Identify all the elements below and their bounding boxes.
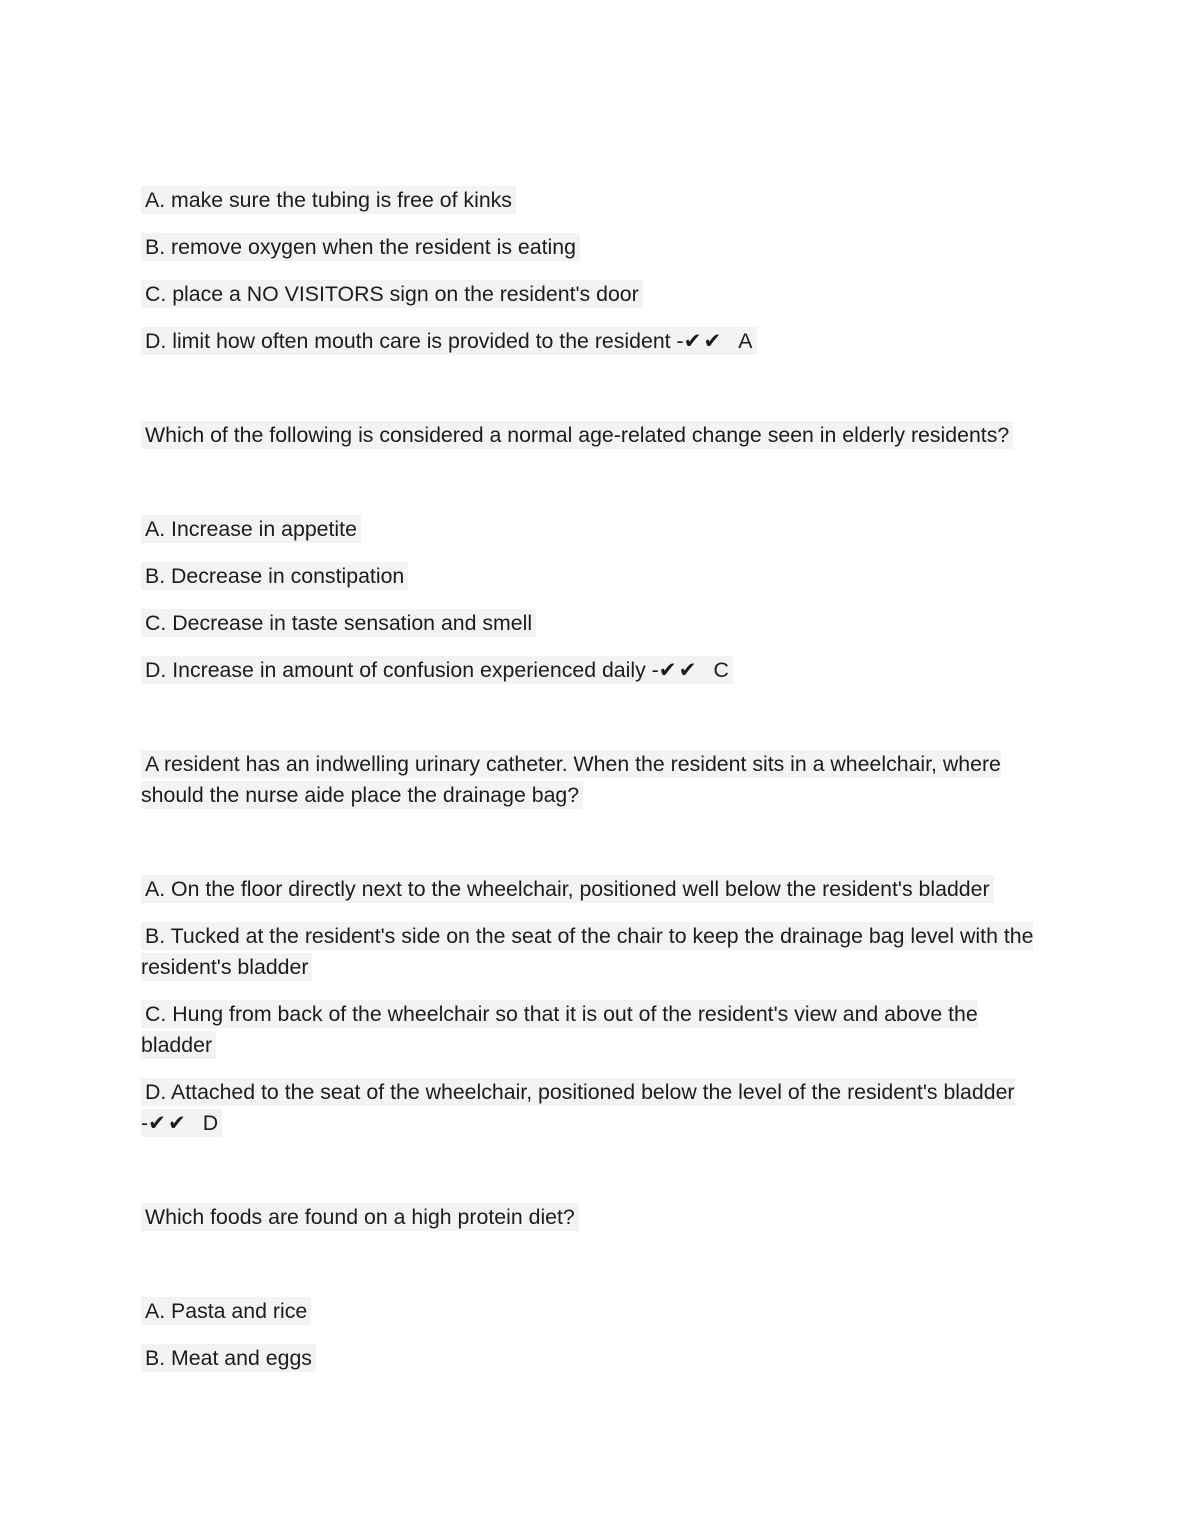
highlighted-text: D. Increase in amount of confusion experienced daily -✔✔ C — [141, 656, 733, 684]
answer-option — [141, 921, 1041, 983]
correct-answer-letter: C — [713, 658, 729, 682]
correct-answer-letter: A — [738, 329, 753, 353]
paragraph-spacer — [141, 702, 1041, 733]
highlighted-text: C. place a NO VISITORS sign on the resident's door — [141, 280, 643, 308]
answer-option — [141, 326, 1041, 357]
correct-answer-letter: D — [202, 1111, 219, 1135]
highlighted-text: B. Decrease in constipation — [141, 562, 408, 590]
highlighted-text: C. Decrease in taste sensation and smell — [141, 609, 536, 637]
answer-option — [141, 185, 1041, 216]
highlighted-text: B. remove oxygen when the resident is eating — [141, 233, 580, 261]
highlighted-text: B. Tucked at the resident's side on the seat of the chair to keep the drainage bag level with the resident's bladder — [141, 924, 1034, 979]
highlighted-text: Which foods are found on a high protein diet? — [141, 1203, 579, 1231]
highlighted-text: A. make sure the tubing is free of kinks — [141, 186, 516, 214]
highlighted-text: D. Attached to the seat of the wheelchair, positioned below the level of the resident's bladder -✔✔ D — [141, 1080, 1015, 1136]
highlighted-text: C. Hung from back of the wheelchair so that it is out of the resident's view and above the bladder — [141, 1002, 978, 1057]
answer-option — [141, 232, 1041, 263]
answer-option — [141, 1343, 1041, 1374]
answer-option — [141, 1296, 1041, 1327]
correct-answer-checkmarks-icon: ✔✔ — [148, 1111, 188, 1136]
highlighted-text: A resident has an indwelling urinary catheter. When the resident sits in a wheelchair, where should the nurse aide place the drainage bag? — [141, 752, 1001, 807]
highlighted-text: B. Meat and eggs — [141, 1344, 316, 1372]
highlighted-text: A. On the floor directly next to the wheelchair, positioned well below the resident's bladder — [141, 875, 994, 903]
highlighted-text: A. Pasta and rice — [141, 1297, 311, 1325]
answer-option — [141, 279, 1041, 310]
question-text — [141, 420, 1041, 451]
paragraph-spacer — [141, 467, 1041, 498]
paragraph-spacer — [141, 1155, 1041, 1186]
paragraph-spacer — [141, 373, 1041, 404]
answer-option — [141, 655, 1041, 686]
question-text — [141, 1202, 1041, 1233]
correct-answer-checkmarks-icon: ✔✔ — [683, 329, 724, 354]
answer-option — [141, 874, 1041, 905]
answer-option — [141, 608, 1041, 639]
highlighted-text: Which of the following is considered a normal age-related change seen in elderly residents? — [141, 421, 1013, 449]
question-text — [141, 749, 1041, 811]
answer-option — [141, 514, 1041, 545]
highlighted-text: A. Increase in appetite — [141, 515, 361, 543]
answer-option — [141, 1077, 1041, 1139]
paragraph-spacer — [141, 827, 1041, 858]
answer-option — [141, 999, 1041, 1061]
highlighted-text: D. limit how often mouth care is provided to the resident -✔✔ A — [141, 327, 757, 355]
answer-option — [141, 561, 1041, 592]
paragraph-spacer — [141, 1249, 1041, 1280]
correct-answer-checkmarks-icon: ✔✔ — [658, 658, 699, 683]
